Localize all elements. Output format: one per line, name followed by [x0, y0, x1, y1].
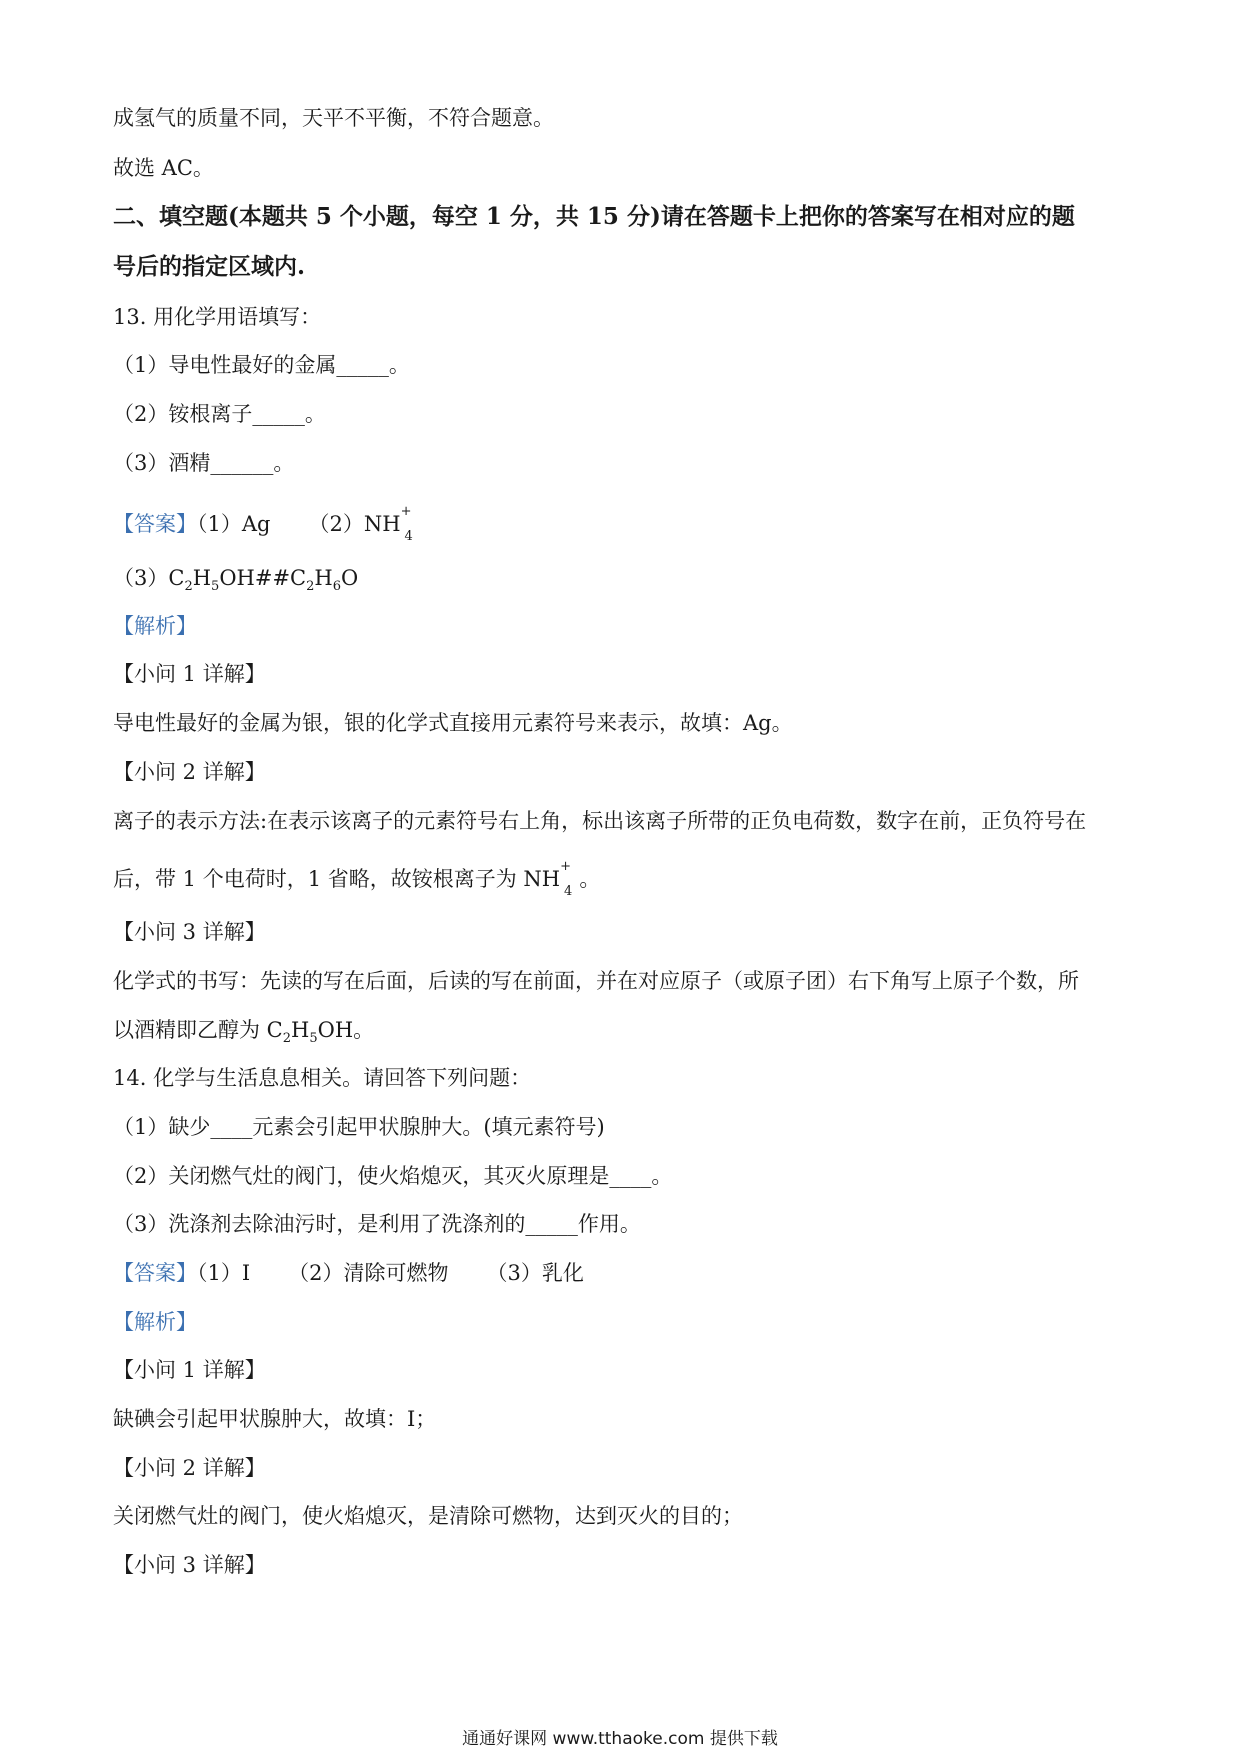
analysis-tag: 【解析】 — [113, 614, 197, 638]
text-line: 关闭燃气灶的阀门，使火焰熄灭，是清除可燃物，达到灭火的目的； — [113, 1504, 743, 1528]
analysis-tag: 【解析】 — [113, 1310, 197, 1334]
text-line: 离子的表示方法:在表示该离子的元素符号右上角，标出该离子所带的正负电荷数，数字在前，正负符号在 — [113, 809, 1087, 833]
text-line: 化学式的书写：先读的写在后面，后读的写在前面，并在对应原子（或原子团）右下角写上原子个数，所 — [113, 969, 1079, 993]
section-heading-cont: 号后的指定区域内. — [113, 253, 306, 280]
text-line: 导电性最好的金属为银，银的化学式直接用元素符号来表示，故填：Ag。 — [113, 711, 793, 735]
question-item: （3）洗涤剂去除油污时，是利用了洗涤剂的_____作用。 — [113, 1212, 641, 1236]
question-14: 14. 化学与生活息息相关。请回答下列问题： — [113, 1066, 532, 1090]
answer-tag: 【答案】 — [113, 1261, 197, 1285]
ammonium-formula: $NH^+_4$ — [363, 504, 413, 545]
answer-1: （1）I — [197, 1261, 251, 1285]
answer-2: （2）清除可燃物 — [288, 1261, 449, 1285]
answer-line — [113, 506, 420, 547]
text-line: 以酒精即乙醇为 $C_2H_5OH$。 — [113, 1018, 375, 1047]
question-item: （1）缺少____元素会引起甲状腺肿大。(填元素符号) — [113, 1115, 605, 1139]
page-footer: 通通好课网 www.tthaoke.com 提供下载 — [462, 1729, 778, 1749]
question-item: （1）导电性最好的金属_____。 — [113, 353, 410, 377]
text-line: 故选 AC。 — [113, 156, 214, 180]
ammonium-formula: $NH^+_4$ — [523, 859, 573, 900]
question-13: 13. 用化学用语填写： — [113, 305, 322, 329]
answer-1: （1）Ag — [197, 512, 271, 536]
question-item: （2）关闭燃气灶的阀门，使火焰熄灭，其灭火原理是____。 — [113, 1164, 673, 1188]
answer-tag: 【答案】 — [113, 512, 197, 536]
answer-line — [113, 1259, 584, 1287]
answer-3: $(3)C_2H_5OH\#\#C_2H_6O$ — [113, 566, 359, 595]
text-line: 成氢气的质量不同，天平不平衡，不符合题意。 — [113, 106, 554, 130]
section-heading: 二、填空题(本题共 5 个小题，每空 1 分，共 15 分)请在答题卡上把你的答案写在相对应的题 — [113, 203, 1075, 230]
subquestion-heading: 【小问 1 详解】 — [113, 1358, 266, 1382]
answer-3: （3）乳化 — [486, 1261, 584, 1285]
subquestion-heading: 【小问 3 详解】 — [113, 920, 266, 944]
subquestion-heading: 【小问 3 详解】 — [113, 1553, 266, 1577]
question-item: （3）酒精______。 — [113, 451, 295, 475]
subquestion-heading: 【小问 1 详解】 — [113, 662, 266, 686]
question-item: （2）铵根离子_____。 — [113, 402, 326, 426]
text-line: 后，带 1 个电荷时，1 省略，故铵根离子为 $NH^+_4$。 — [113, 861, 600, 902]
subquestion-heading: 【小问 2 详解】 — [113, 760, 266, 784]
answer-2-label: （2） — [308, 512, 364, 536]
subquestion-heading: 【小问 2 详解】 — [113, 1456, 266, 1480]
text-line: 缺碘会引起甲状腺肿大，故填：I； — [113, 1407, 437, 1431]
